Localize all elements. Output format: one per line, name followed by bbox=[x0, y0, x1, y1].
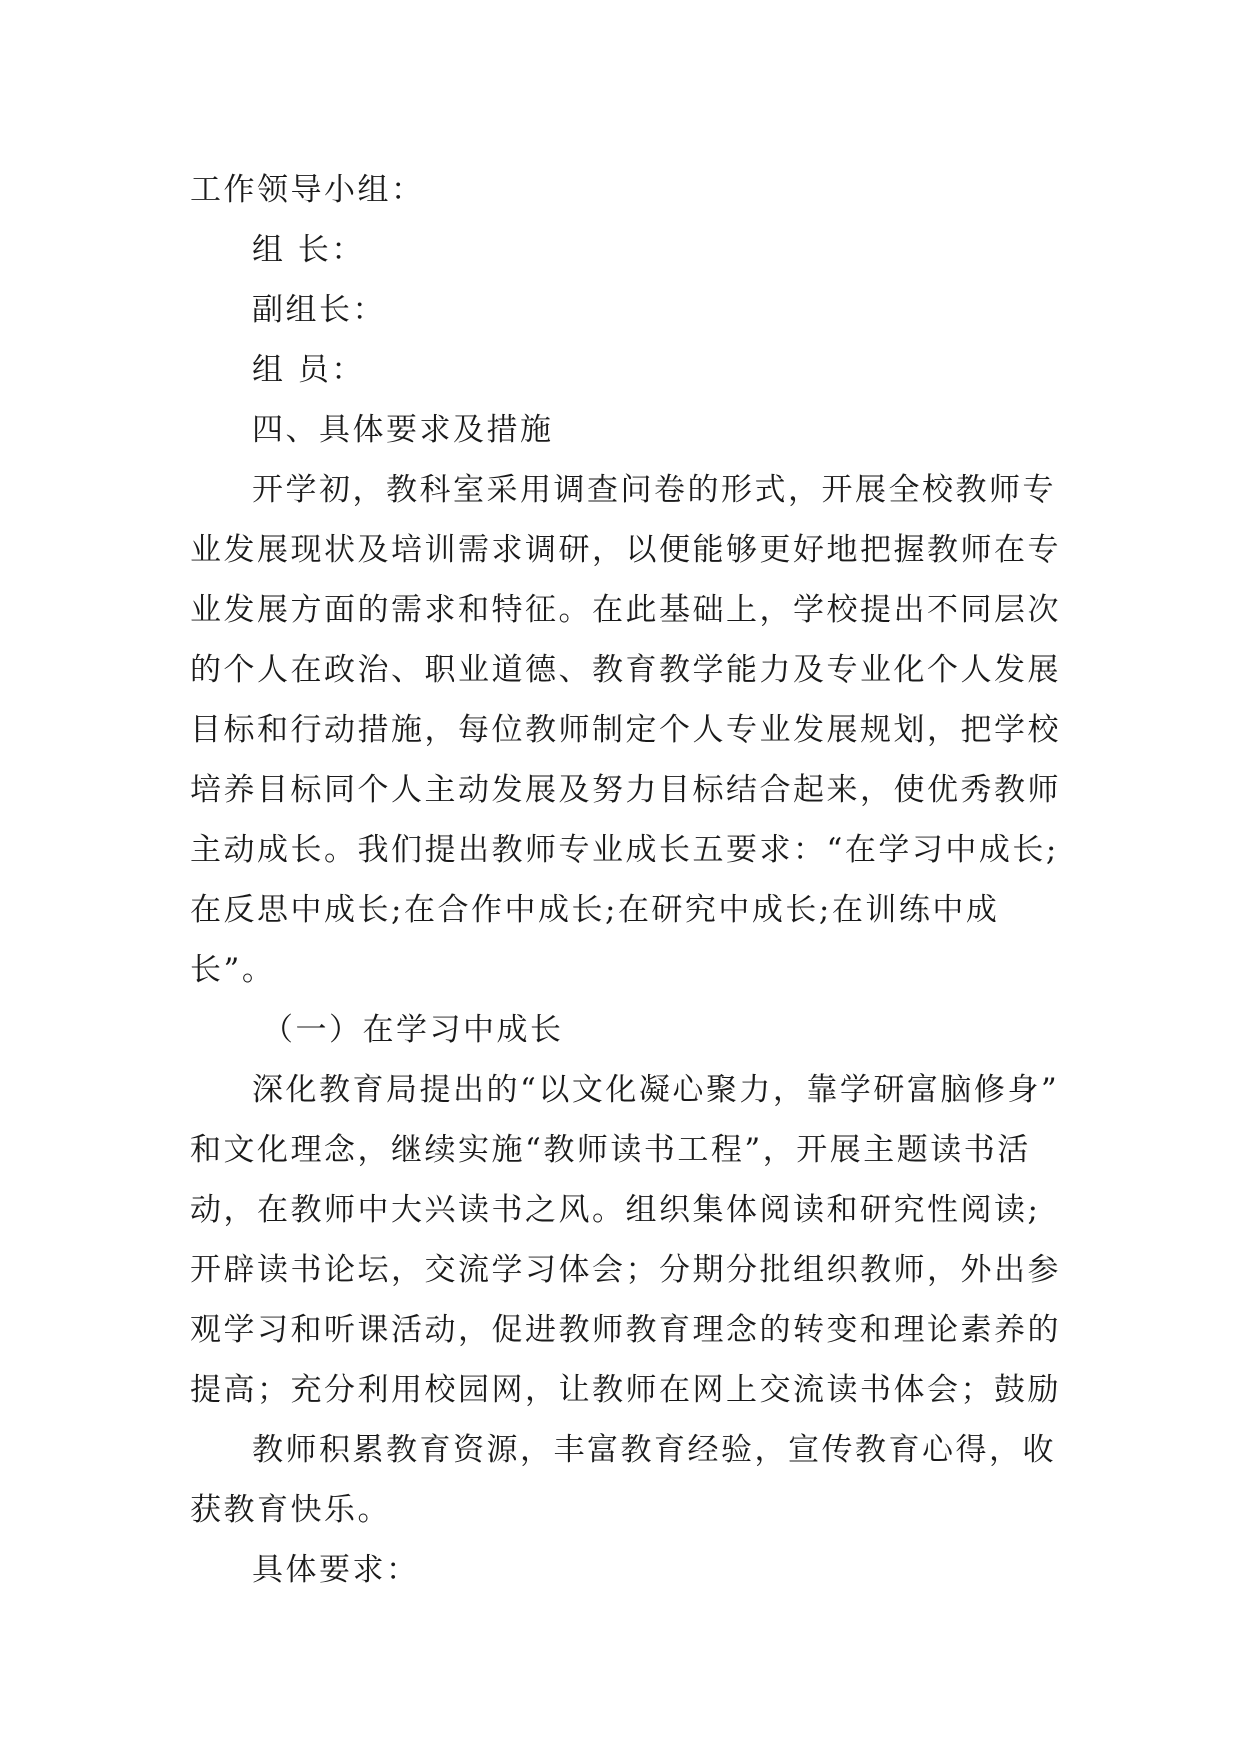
paragraph-line: 业发展方面的需求和特征。在此基础上，学校提出不同层次 bbox=[190, 592, 1061, 628]
paragraph-line: 开辟读书论坛，交流学习体会；分期分批组织教师，外出参 bbox=[190, 1252, 1061, 1288]
paragraph-line: 动，在教师中大兴读书之风。组织集体阅读和研究性阅读; bbox=[190, 1192, 1041, 1228]
paragraph-line: 业发展现状及培训需求调研，以便能够更好地把握教师在专 bbox=[190, 532, 1061, 568]
text-line-group-leader: 组 长： bbox=[252, 232, 365, 268]
text-line-specific-requirements: 具体要求： bbox=[252, 1552, 420, 1588]
paragraph-line: 深化教育局提出的“以文化凝心聚力，靠学研富脑修身” bbox=[252, 1072, 1060, 1108]
paragraph-line: 在反思中成长;在合作中成长;在研究中成长;在训练中成 bbox=[190, 892, 1000, 928]
paragraph-line: 开学初，教科室采用调查问卷的形式，开展全校教师专 bbox=[252, 472, 1056, 508]
paragraph-line: 获教育快乐。 bbox=[190, 1492, 391, 1528]
paragraph-line: 培养目标同个人主动发展及努力目标结合起来，使优秀教师 bbox=[190, 772, 1061, 808]
text-line-members: 组 员： bbox=[252, 352, 365, 388]
paragraph-line: 主动成长。我们提出教师专业成长五要求：“在学习中成长; bbox=[190, 832, 1059, 868]
section-heading: 四、具体要求及措施 bbox=[252, 412, 554, 448]
paragraph-line: 的个人在政治、职业道德、教育教学能力及专业化个人发展 bbox=[190, 652, 1061, 688]
paragraph-line: 教师积累教育资源，丰富教育经验，宣传教育心得，收 bbox=[252, 1432, 1056, 1468]
paragraph-line: 提高；充分利用校园网，让教师在网上交流读书体会；鼓励 bbox=[190, 1372, 1061, 1408]
text-line-leadership-group: 工作领导小组： bbox=[190, 172, 425, 208]
text-line-deputy-leader: 副组长： bbox=[252, 292, 386, 328]
paragraph-line: 目标和行动措施，每位教师制定个人专业发展规划，把学校 bbox=[190, 712, 1061, 748]
paragraph-line: 长”。 bbox=[190, 952, 276, 988]
subsection-heading: （一）在学习中成长 bbox=[262, 1012, 564, 1048]
paragraph-line: 观学习和听课活动，促进教师教育理念的转变和理论素养的 bbox=[190, 1312, 1061, 1348]
paragraph-line: 和文化理念，继续实施“教师读书工程”，开展主题读书活 bbox=[190, 1132, 1031, 1168]
